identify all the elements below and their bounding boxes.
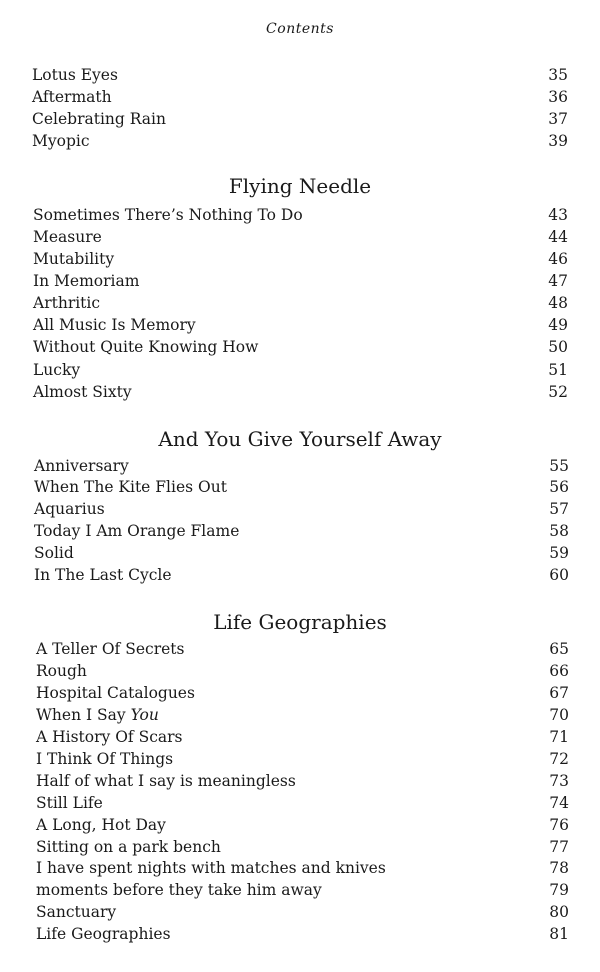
entry-title: Arthritic bbox=[33, 294, 101, 312]
toc-entry[interactable] bbox=[36, 638, 569, 660]
entry-page: 50 bbox=[548, 338, 568, 356]
toc-entry[interactable] bbox=[34, 542, 569, 564]
toc-entry[interactable] bbox=[36, 836, 569, 858]
entry-page: 39 bbox=[548, 132, 568, 150]
entry-title: moments before they take him away bbox=[36, 881, 322, 899]
entry-page: 70 bbox=[549, 706, 569, 724]
toc-entry[interactable] bbox=[33, 381, 568, 403]
toc-entry[interactable] bbox=[34, 564, 569, 586]
entry-title-main: When I Say bbox=[36, 706, 126, 724]
section-heading: Flying Needle bbox=[228, 174, 372, 198]
toc-entry[interactable] bbox=[33, 270, 568, 292]
toc-entry[interactable] bbox=[36, 923, 569, 945]
entry-title: Sitting on a park bench bbox=[36, 838, 221, 856]
entry-page: 47 bbox=[548, 272, 568, 290]
entry-title: Aftermath bbox=[32, 88, 112, 106]
page-header-title: Contents bbox=[266, 21, 334, 37]
toc-entry[interactable] bbox=[32, 86, 568, 108]
toc-entry[interactable] bbox=[36, 901, 569, 923]
toc-entry[interactable] bbox=[33, 336, 568, 358]
entry-title: I Think Of Things bbox=[36, 750, 174, 768]
entry-page: 57 bbox=[549, 500, 569, 518]
toc-entry[interactable] bbox=[36, 726, 569, 748]
toc-entry[interactable] bbox=[34, 455, 569, 477]
entry-page: 81 bbox=[549, 925, 569, 943]
entry-title: Hospital Catalogues bbox=[36, 684, 195, 702]
entry-page: 55 bbox=[549, 457, 569, 475]
toc-entry[interactable] bbox=[33, 314, 568, 336]
entry-title: Myopic bbox=[32, 132, 90, 150]
entry-title: Half of what I say is meaningless bbox=[36, 772, 296, 790]
entry-title: Without Quite Knowing How bbox=[33, 338, 259, 356]
entry-page: 58 bbox=[549, 522, 569, 540]
toc-entry[interactable] bbox=[33, 226, 568, 248]
toc-entry[interactable] bbox=[32, 130, 568, 152]
entry-title: Sanctuary bbox=[36, 903, 117, 921]
entry-page: 66 bbox=[549, 662, 569, 680]
entry-page: 51 bbox=[548, 361, 568, 379]
entry-title: Mutability bbox=[33, 250, 115, 268]
entry-page: 71 bbox=[549, 728, 569, 746]
toc-entry[interactable] bbox=[33, 248, 568, 270]
section-heading: And You Give Yourself Away bbox=[158, 427, 442, 451]
entry-page: 76 bbox=[549, 816, 569, 834]
entry-title: Almost Sixty bbox=[33, 383, 132, 401]
toc-entry[interactable] bbox=[36, 704, 569, 726]
entry-title: A History Of Scars bbox=[36, 728, 183, 746]
entry-page: 37 bbox=[548, 110, 568, 128]
entry-page: 44 bbox=[548, 228, 568, 246]
toc-entry[interactable] bbox=[33, 204, 568, 226]
entry-title: I have spent nights with matches and knives bbox=[36, 859, 386, 877]
toc-entry[interactable] bbox=[36, 770, 569, 792]
toc-entry[interactable] bbox=[33, 292, 568, 314]
entry-page: 56 bbox=[549, 478, 569, 496]
toc-entry[interactable] bbox=[32, 64, 568, 86]
entry-title: Anniversary bbox=[34, 457, 129, 475]
toc-entry[interactable] bbox=[36, 857, 569, 879]
entry-page: 78 bbox=[549, 859, 569, 877]
entry-title: Aquarius bbox=[34, 500, 105, 518]
entry-page: 74 bbox=[549, 794, 569, 812]
entry-title: A Long, Hot Day bbox=[36, 816, 166, 834]
entry-page: 49 bbox=[548, 316, 568, 334]
entry-page: 48 bbox=[548, 294, 568, 312]
toc-entry[interactable] bbox=[34, 520, 569, 542]
entry-page: 77 bbox=[549, 838, 569, 856]
entry-page: 35 bbox=[548, 66, 568, 84]
toc-entry[interactable] bbox=[36, 682, 569, 704]
entry-page: 67 bbox=[549, 684, 569, 702]
entry-title: Lotus Eyes bbox=[32, 66, 118, 84]
entry-page: 43 bbox=[548, 206, 568, 224]
entry-title: When The Kite Flies Out bbox=[34, 478, 227, 496]
entry-page: 59 bbox=[549, 544, 569, 562]
entry-title: All Music Is Memory bbox=[33, 316, 196, 334]
toc-entry[interactable] bbox=[33, 359, 568, 381]
entry-title-emphasis: You bbox=[130, 706, 159, 724]
entry-title bbox=[36, 704, 159, 726]
entry-title: A Teller Of Secrets bbox=[36, 640, 185, 658]
toc-entry[interactable] bbox=[34, 498, 569, 520]
entry-page: 79 bbox=[549, 881, 569, 899]
entry-title: Lucky bbox=[33, 361, 81, 379]
entry-page: 46 bbox=[548, 250, 568, 268]
entry-page: 60 bbox=[549, 566, 569, 584]
section-heading: Life Geographies bbox=[213, 610, 387, 634]
toc-entry[interactable] bbox=[34, 476, 569, 498]
entry-page: 36 bbox=[548, 88, 568, 106]
entry-title: Celebrating Rain bbox=[32, 110, 166, 128]
entry-page: 72 bbox=[549, 750, 569, 768]
toc-entry[interactable] bbox=[36, 748, 569, 770]
entry-title: Sometimes There’s Nothing To Do bbox=[33, 206, 303, 224]
entry-title: Rough bbox=[36, 662, 87, 680]
toc-entry[interactable] bbox=[36, 879, 569, 901]
toc-entry[interactable] bbox=[32, 108, 568, 130]
entry-title: In Memoriam bbox=[33, 272, 140, 290]
toc-entry[interactable] bbox=[36, 792, 569, 814]
toc-entry[interactable] bbox=[36, 660, 569, 682]
toc-entry[interactable] bbox=[36, 814, 569, 836]
entry-title: Today I Am Orange Flame bbox=[34, 522, 240, 540]
entry-title: Measure bbox=[33, 228, 102, 246]
entry-page: 52 bbox=[548, 383, 568, 401]
entry-title: Life Geographies bbox=[36, 925, 171, 943]
entry-page: 65 bbox=[549, 640, 569, 658]
entry-title: Solid bbox=[34, 544, 74, 562]
entry-page: 80 bbox=[549, 903, 569, 921]
entry-page: 73 bbox=[549, 772, 569, 790]
entry-title: In The Last Cycle bbox=[34, 566, 172, 584]
entry-title: Still Life bbox=[36, 794, 103, 812]
